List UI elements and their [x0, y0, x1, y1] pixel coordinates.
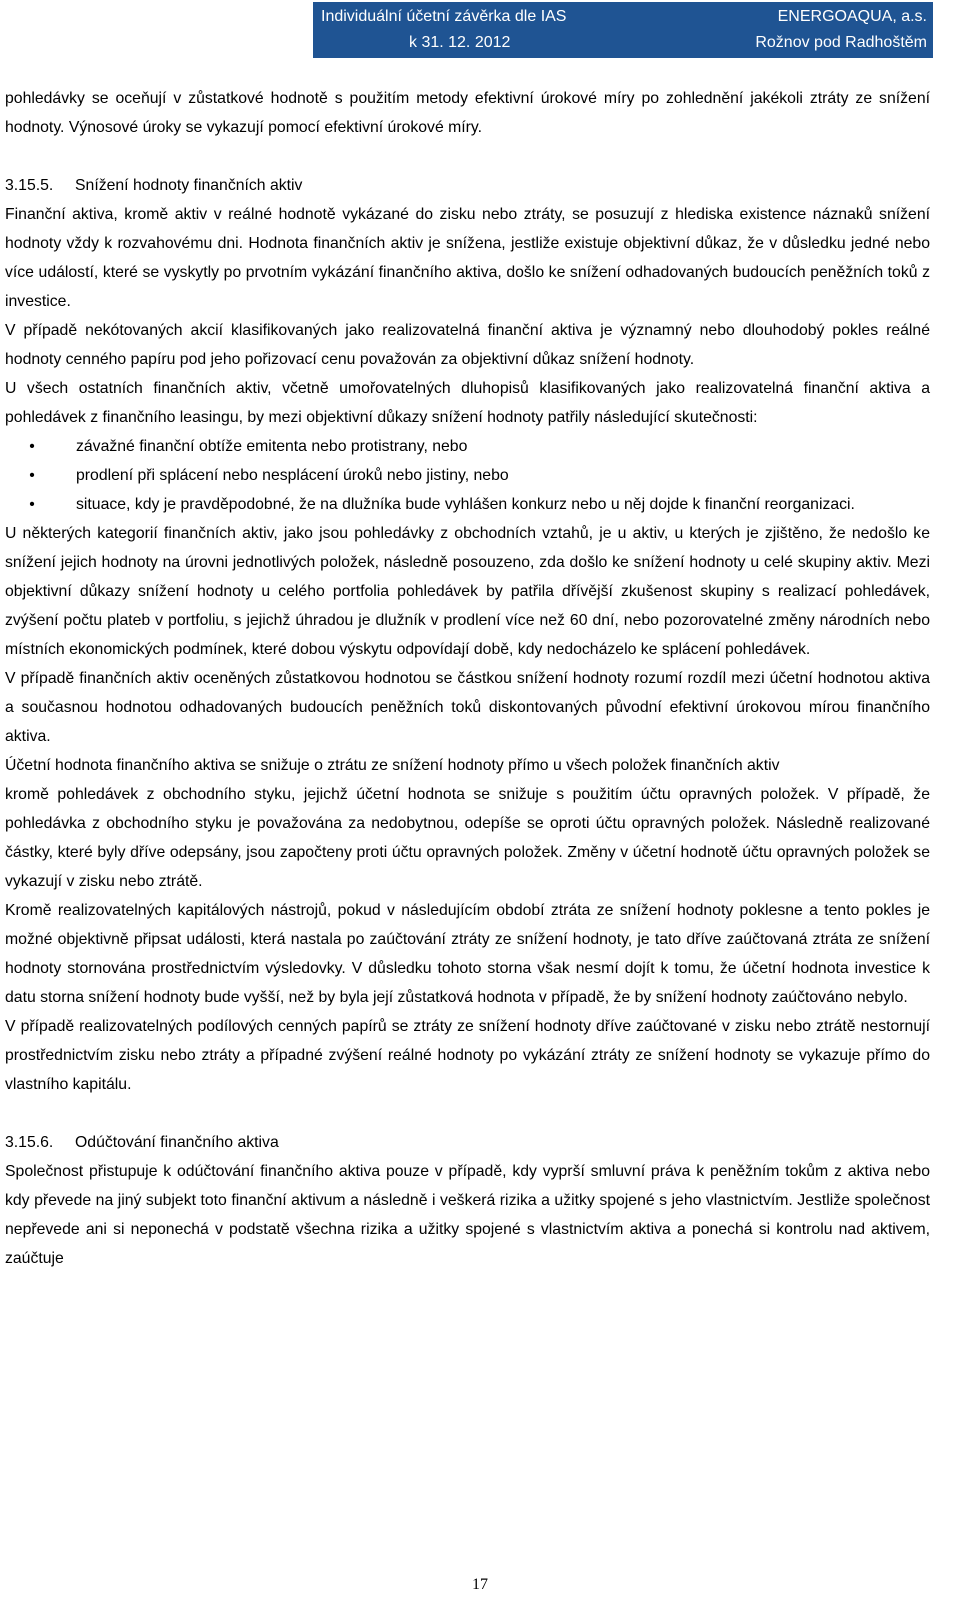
paragraph: Finanční aktiva, kromě aktiv v reálné hodnotě vykázané do zisku nebo ztráty, se posuzují z hlediska existence náznaků snížení hodnoty vždy k rozvahovému dni. Hodnota finančních aktiv je snížena, jestliže existuje objektivní důkaz, že v důsledku jedné nebo více událostí, které se vyskytly po prvotním vykázání finančního aktiva, došlo ke snížení odhadovaných budoucích peněžních toků z investice. [5, 206, 930, 310]
paragraph: Společnost přistupuje k odúčtování finančního aktiva pouze v případě, kdy vyprší smluvní práva k peněžním tokům z aktiva nebo kdy převede na jiný subjekt toto finanční aktivum a následně i veškerá rizika a užitky spojené s jeho vlastnictvím. Jestliže společnost nepřevede ani si neponechá v podstatě všechna rizika a užitky spojené s vlastnictvím aktiva a ponechá si kontrolu nad aktivem, zaúčtuje [5, 1163, 930, 1267]
document-body [5, 84, 930, 1273]
header-document-date: k 31. 12. 2012 [409, 34, 511, 51]
section-heading-derecognition [5, 1128, 930, 1157]
header-company-name: ENERGOAQUA, a.s. [777, 8, 927, 25]
list-item-text: situace, kdy je pravděpodobné, že na dlužníka bude vyhlášen konkurz nebo u něj dojde k finanční reorganizaci. [76, 496, 855, 513]
header-company-location: Rožnov pod Radhoštěm [755, 34, 927, 51]
list-item-text: závažné finanční obtíže emitenta nebo protistrany, nebo [76, 438, 468, 455]
section-title: Snížení hodnoty finančních aktiv [75, 177, 303, 194]
section-title: Odúčtování finančního aktiva [75, 1134, 279, 1151]
list-item [5, 461, 930, 490]
paragraph: Kromě realizovatelných kapitálových nástrojů, pokud v následujícím období ztráta ze snížení hodnoty poklesne a tento pokles je možné objektivně připsat události, která nastala po zaúčtování ztráty ze snížení hodnoty, je tato dříve zaúčtovaná ztráta ze snížení hodnoty stornována prostřednictvím výsledovky. V důsledku tohoto storna však nesmí dojít k tomu, že účetní hodnota investice k datu storna snížení hodnoty bude vyšší, než by byla její zůstatková hodnota v případě, že by snížení hodnoty zaúčtováno nebylo. [5, 902, 930, 1006]
intro-paragraph: pohledávky se oceňují v zůstatkové hodnotě s použitím metody efektivní úrokové míry po zohlednění jakékoli ztráty ze snížení hodnoty. Výnosové úroky se vykazují pomocí efektivní úrokové míry. [5, 90, 930, 136]
bullet-icon: • [29, 438, 35, 455]
bullet-icon: • [29, 467, 35, 484]
list-item-text: prodlení při splácení nebo nesplácení úroků nebo jistiny, nebo [76, 467, 509, 484]
paragraph: Účetní hodnota finančního aktiva se snižuje o ztrátu ze snížení hodnoty přímo u všech položek finančních aktiv [5, 757, 780, 774]
section-heading-impairment [5, 171, 930, 200]
paragraph: V případě nekótovaných akcií klasifikovaných jako realizovatelná finanční aktiva je významný nebo dlouhodobý pokles reálné hodnoty cenného papíru pod jeho pořizovací cenu považován za objektivní důkaz snížení hodnoty. [5, 322, 930, 368]
page-header [313, 2, 933, 58]
paragraph: U všech ostatních finančních aktiv, včetně umořovatelných dluhopisů klasifikovaných jako realizovatelná finanční aktiva a pohledávek z finančního leasingu, by mezi objektivní důkazy snížení hodnoty patřily následující skutečnosti: [5, 380, 930, 426]
page-number: 17 [472, 1576, 488, 1593]
section-number: 3.15.6. [5, 1134, 54, 1151]
paragraph: U některých kategorií finančních aktiv, jako jsou pohledávky z obchodních vztahů, je u aktiv, u kterých je zjištěno, že nedošlo ke snížení jejich hodnoty na úrovni jednotlivých položek, následně posouzeno, zda došlo ke snížení hodnoty u celé skupiny aktiv. Mezi objektivní důkazy snížení hodnoty u celého portfolia pohledávek by patřila dřívější zkušenost skupiny s realizací pohledávek, zvýšení počtu plateb v portfoliu, s jejichž úhradou je dlužník v prodlení více než 60 dní, nebo pozorovatelné změny národních nebo místních ekonomických podmínek, které dobou výskytu odpovídají době, kdy nedocházelo ke splácení pohledávek. [5, 525, 930, 658]
section-number: 3.15.5. [5, 177, 54, 194]
bullet-icon: • [29, 496, 35, 513]
paragraph: V případě finančních aktiv oceněných zůstatkovou hodnotou se částkou snížení hodnoty rozumí rozdíl mezi účetní hodnotou aktiva a současnou hodnotou odhadovaných budoucích peněžních toků diskontovaných původní efektivní úrokovou mírou finančního aktiva. [5, 670, 930, 745]
spacer [5, 142, 930, 171]
paragraph: kromě pohledávek z obchodního styku, jejichž účetní hodnota se snižuje s použitím účtu opravných položek. V případě, že pohledávka z obchodního styku je považována za nedobytnou, odepíše se oproti účtu opravných položek. Následně realizované částky, které byly dříve odepsány, jsou započteny proti účtu opravných položek. Změny v účetní hodnotě účtu opravných položek se vykazují v zisku nebo ztrátě. [5, 786, 930, 890]
list-item [5, 432, 930, 461]
header-document-title: Individuální účetní závěrka dle IAS [321, 8, 567, 25]
evidence-bullet-list [5, 432, 930, 519]
list-item [5, 490, 930, 519]
spacer [5, 1099, 930, 1128]
paragraph: V případě realizovatelných podílových cenných papírů se ztráty ze snížení hodnoty dříve zaúčtované v zisku nebo ztrátě nestornují prostřednictvím zisku nebo ztráty a případné zvýšení reálné hodnoty po vykázání ztráty ze snížení hodnoty se vykazuje přímo do vlastního kapitálu. [5, 1018, 930, 1093]
